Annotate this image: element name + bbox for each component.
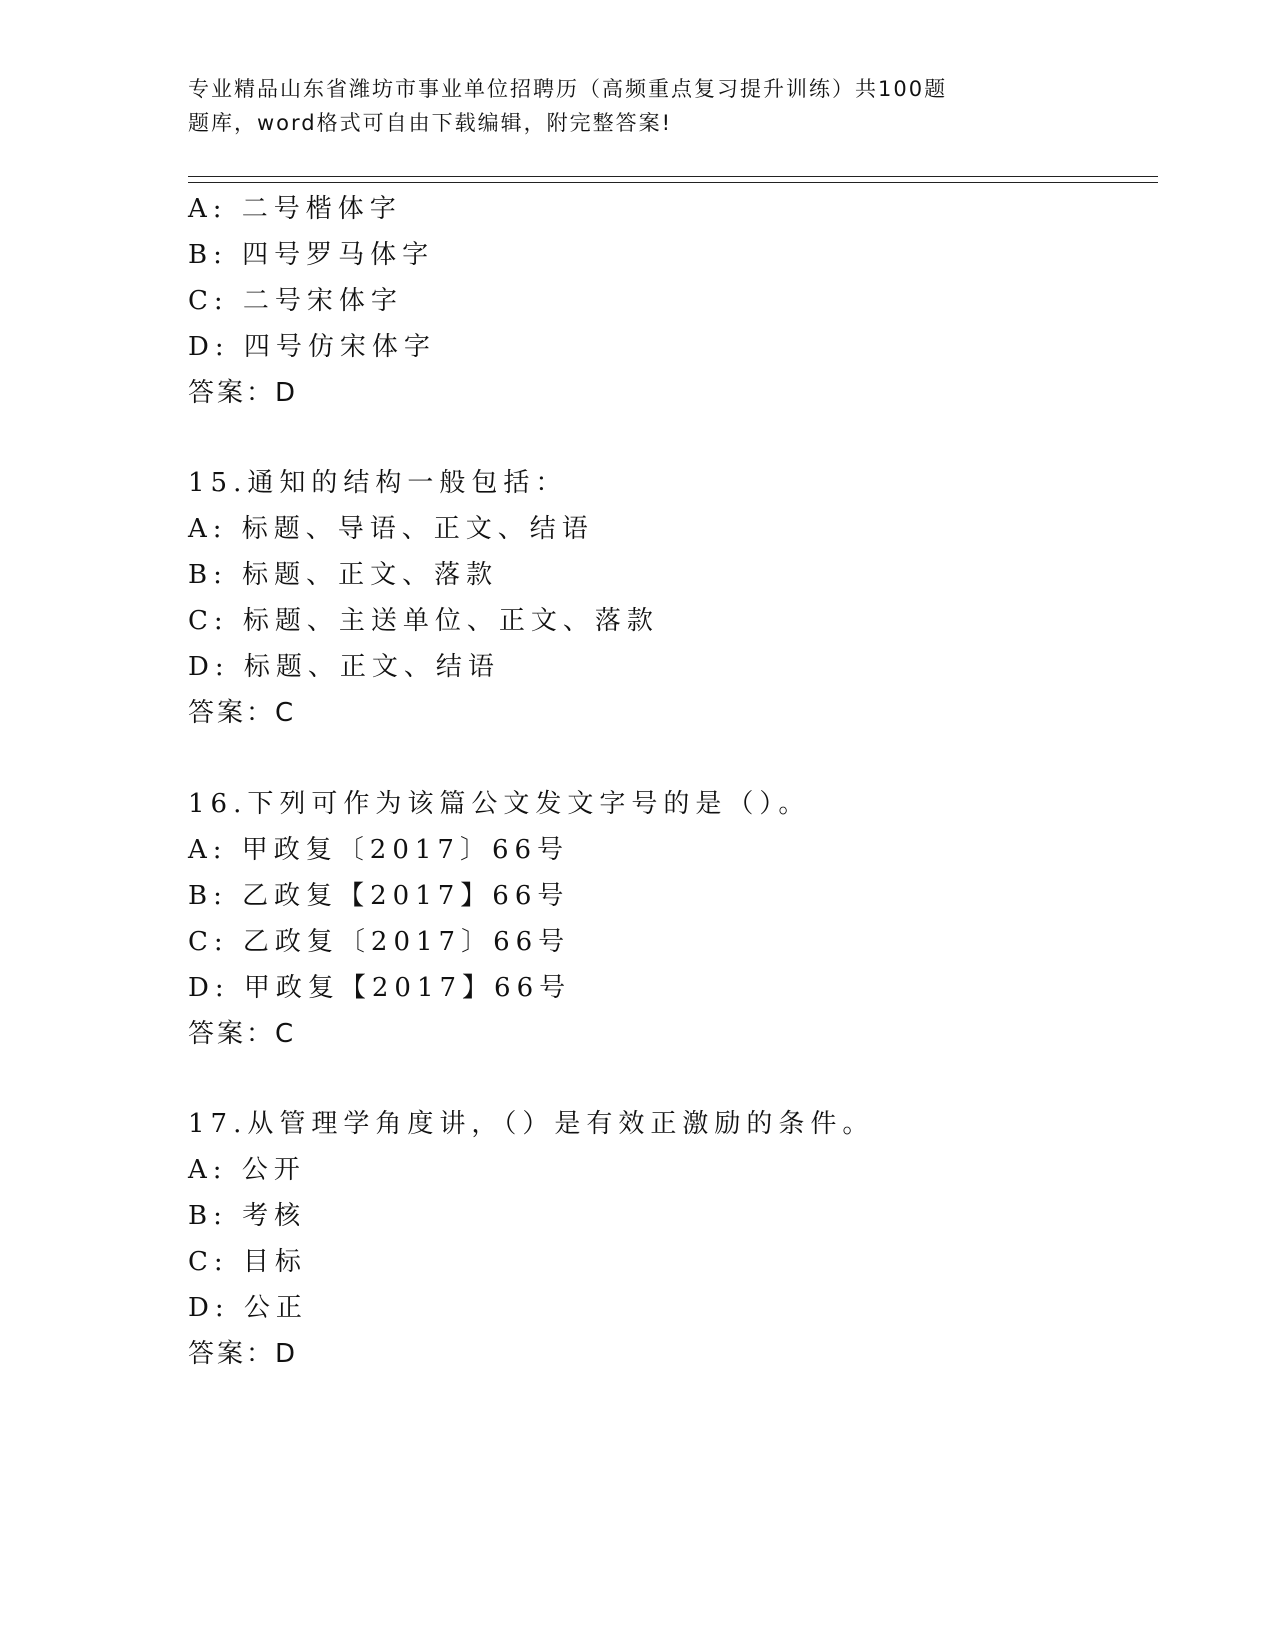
q15-question: 15.通知的结构一般包括： [188,468,568,498]
q16-option-c: C: 乙政复〔2017〕66号 [188,927,571,957]
q16-option-a: A: 甲政复〔2017〕66号 [188,835,570,865]
q16-option-d: D: 甲政复【2017】66号 [188,973,572,1003]
q17-option-c: C: 目标 [188,1247,307,1277]
q14-option-c: C: 二号宋体字 [188,286,403,316]
q15-option-d: D: 标题、正文、结语 [188,652,500,682]
q16-answer: 答案：C [188,1019,297,1049]
q17-answer: 答案：D [188,1339,299,1369]
question-17-block [188,1101,1148,1377]
q14-option-a: A: 二号楷体字 [188,194,402,224]
q14-option-d: D: 四号仿宋体字 [188,332,436,362]
q16-option-b: B: 乙政复【2017】66号 [188,881,570,911]
q15-option-b: B: 标题、正文、落款 [188,560,499,590]
q17-option-d: D: 公正 [188,1293,308,1323]
q17-option-b: B: 考核 [188,1201,307,1231]
q14-option-b: B: 四号罗马体字 [188,240,435,270]
document-header [188,72,1038,140]
q14-answer: 答案：D [188,378,299,408]
q15-option-a: A: 标题、导语、正文、结语 [188,514,594,544]
header-line-1: 专业精品山东省潍坊市事业单位招聘历（高频重点复习提升训练）共100题 [188,77,948,101]
q17-question: 17.从管理学角度讲，（）是有效正激励的条件。 [188,1109,875,1139]
question-15-block [188,460,1148,736]
header-divider-bottom [188,182,1158,183]
question-14-block [188,186,1148,416]
q15-answer: 答案：C [188,698,297,728]
header-line-2: 题库，word格式可自由下载编辑，附完整答案! [188,111,673,135]
header-divider-top [188,176,1158,177]
q15-option-c: C: 标题、主送单位、正文、落款 [188,606,659,636]
q16-question: 16.下列可作为该篇公文发文字号的是（）。 [188,789,811,819]
q17-option-a: A: 公开 [188,1155,306,1185]
question-16-block [188,781,1148,1057]
